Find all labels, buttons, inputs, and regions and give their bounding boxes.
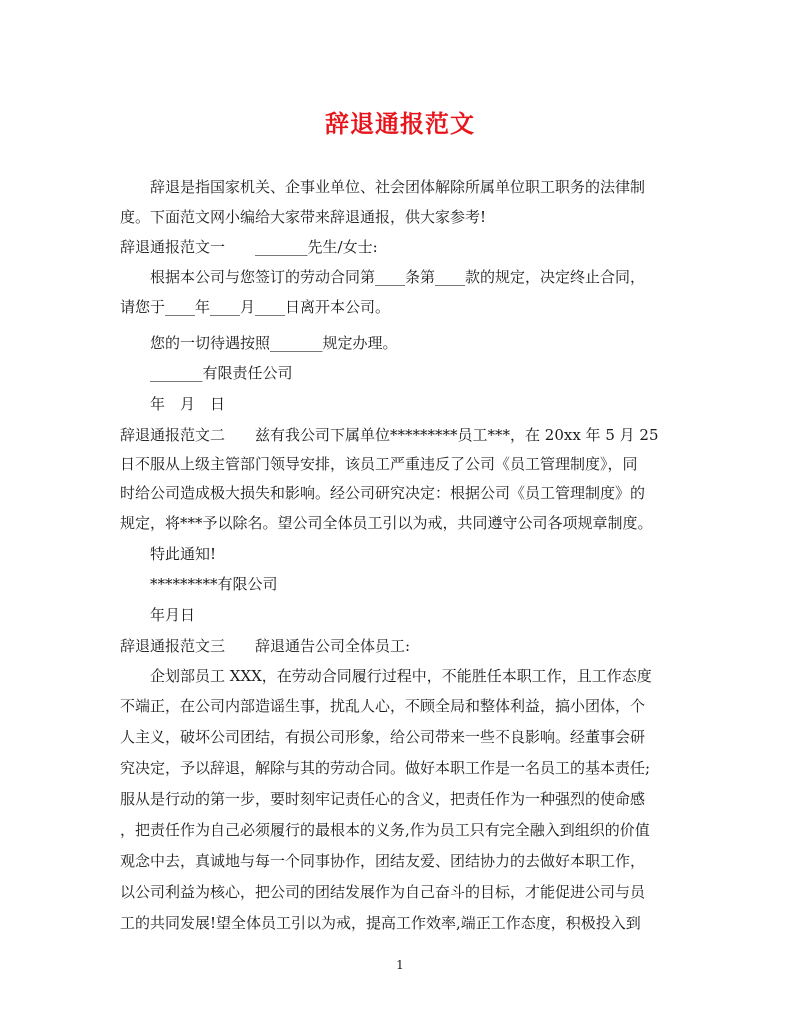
sample3-body-line: ，把责任作为自己必须履行的最根本的义务,作为员工只有完全融入到组织的价值 xyxy=(120,821,650,839)
sample1-body-line: 请您于____年____月____日离开本公司。 xyxy=(120,298,391,316)
intro-paragraph-line: 度。下面范文网小编给大家带来辞退通报，供大家参考! xyxy=(120,208,487,226)
page-number: 1 xyxy=(396,958,404,972)
sample1-body-line: 根据本公司与您签订的劳动合同第____条第____款的规定，决定终止合同， xyxy=(150,268,646,286)
sample3-body-line: 企划部员工 XXX，在劳动合同履行过程中，不能胜任本职工作，且工作态度 xyxy=(150,667,652,685)
sample2-first-line xyxy=(120,425,659,445)
sample3-label: 辞退通报范文三 xyxy=(120,637,226,655)
sample1-company: _______有限责任公司 xyxy=(150,364,293,382)
sample2-text: 兹有我公司下属单位*********员工***，在 20xx 年 5 月 25 xyxy=(255,426,659,444)
sample1-header xyxy=(120,237,378,257)
sample2-date: 年月日 xyxy=(150,606,196,624)
sample1-date: 年 月 日 xyxy=(150,395,226,413)
sample2-body-line: 日不服从上级主管部门领导安排，该员工严重违反了公司《员工管理制度》，同 xyxy=(120,455,638,473)
sample3-body-line: 工的共同发展!望全体员工引以为戒，提高工作效率,端正工作态度，积极投入到 xyxy=(120,914,641,932)
sample1-salutation: _______先生/女士: xyxy=(255,238,378,256)
sample3-header xyxy=(120,636,410,656)
sample3-body-line: 究决定，予以辞退，解除与其的劳动合同。做好本职工作是一名员工的基本责任; xyxy=(120,759,651,777)
intro-paragraph-line: 辞退是指国家机关、企事业单位、社会团体解除所属单位职工职务的法律制 xyxy=(150,178,646,196)
sample3-body-line: 以公司利益为核心，把公司的团结发展作为自己奋斗的目标，才能促进公司与员 xyxy=(120,883,646,901)
sample1-label: 辞退通报范文一 xyxy=(120,238,226,256)
sample3-body-line: 服从是行动的第一步，要时刻牢记责任心的含义，把责任作为一种强烈的使命感 xyxy=(120,790,646,808)
sample3-body-line: 观念中去，真诚地与每一个同事协作，团结友爱、团结协力的去做好本职工作， xyxy=(120,852,646,870)
sample2-notice: 特此通知! xyxy=(150,545,217,563)
sample2-label: 辞退通报范文二 xyxy=(120,426,226,444)
sample3-body-line: 不端正，在公司内部造谣生事，扰乱人心，不顾全局和整体利益，搞小团体，个 xyxy=(120,697,646,715)
sample2-body-line: 时给公司造成极大损失和影响。经公司研究决定：根据公司《员工管理制度》的 xyxy=(120,484,646,502)
document-title: 辞退通报范文 xyxy=(325,109,475,138)
sample1-body-line: 您的一切待遇按照_______规定办理。 xyxy=(150,334,398,352)
sample3-heading: 辞退通告公司全体员工: xyxy=(255,637,411,655)
sample3-body-line: 人主义，破坏公司团结，有损公司形象，给公司带来一些不良影响。经董事会研 xyxy=(120,728,646,746)
sample2-body-line: 规定，将***予以除名。望公司全体员工引以为戒，共同遵守公司各项规章制度。 xyxy=(120,514,653,532)
sample2-company: *********有限公司 xyxy=(150,575,278,593)
